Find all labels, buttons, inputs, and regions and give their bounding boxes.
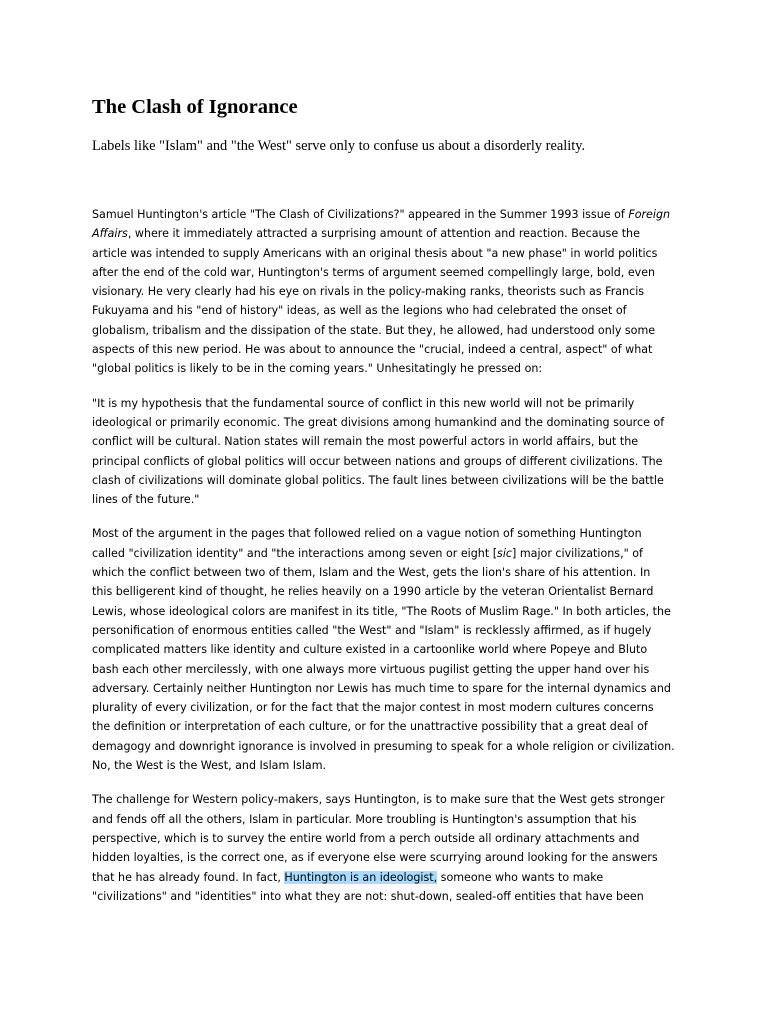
text-line: after the end of the cold war, Huntington's terms of argument seemed compellingly large, bold, even	[92, 265, 656, 279]
text-line: ideological or primarily economic. The great divisions among humankind and the dominating source of	[92, 415, 665, 429]
text-line: lines of the future."	[92, 493, 200, 507]
text-line: Lewis, whose ideological colors are manifest in its title, "The Roots of Muslim Rage." In both articles, the	[92, 604, 671, 618]
text-line: conflict will be cultural. Nation states will remain the most powerful actors in world affairs, but the	[92, 435, 639, 449]
paragraph-3	[92, 524, 692, 775]
paragraph-1	[92, 205, 692, 379]
article-subtitle: Labels like "Islam" and "the West" serve only to confuse us about a disorderly reality.	[92, 138, 586, 154]
text-line: clash of civilizations will dominate global politics. The fault lines between civilizations will be the battle	[92, 473, 664, 487]
text-line: perspective, which is to survey the entire world from a perch outside all ordinary attachments and	[92, 831, 640, 845]
text-line: No, the West is the West, and Islam Islam.	[92, 759, 327, 773]
text-span: Samuel Huntington's article "The Clash of Civilizations?" appeared in the Summer 1993 issue of	[92, 208, 629, 221]
text-line: demagogy and downright ignorance is involved in presuming to speak for a whole religion or civilization.	[92, 739, 675, 753]
text-line: "civilizations" and "identities" into what they are not: shut-down, sealed-off entities that have been	[92, 889, 644, 903]
text-line	[92, 544, 692, 563]
text-line: this belligerent kind of thought, he relies heavily on a 1990 article by the veteran Orientalist Bernard	[92, 585, 654, 599]
text-line: hidden loyalties, is the correct one, as if everyone else were scurrying around looking for the answers	[92, 851, 658, 865]
highlighted-text[interactable]: Huntington is an ideologist,	[284, 870, 438, 884]
paragraph-2-quote	[92, 394, 692, 510]
article-body	[92, 205, 692, 921]
text-line: "It is my hypothesis that the fundamental source of conflict in this new world will not be primarily	[92, 396, 635, 410]
text-line: Fukuyama and his "end of history" ideas, as well as the legions who had celebrated the onset of	[92, 304, 627, 318]
article-title: The Clash of Ignorance	[92, 96, 298, 118]
text-line: principal conflicts of global politics will occur between nations and groups of different civilizations. The	[92, 454, 663, 468]
paragraph-4	[92, 790, 692, 906]
text-span: that he has already found. In fact,	[92, 870, 285, 884]
text-line: which the conflict between two of them, Islam and the West, gets the lion's share of his attention. In	[92, 566, 651, 580]
text-line: complicated matters like identity and culture existed in a cartoonlike world where Popeye and Bluto	[92, 643, 648, 657]
text-line: visionary. He very clearly had his eye on rivals in the policy-making ranks, theorists such as Francis	[92, 285, 645, 299]
text-line: plurality of every civilization, or for the fact that the major contest in most modern cultures concerns	[92, 701, 654, 715]
text-line	[92, 224, 692, 243]
text-span: , where it immediately attracted a surprising amount of attention and reaction. Because the	[127, 227, 640, 241]
text-line: bash each other mercilessly, with one always more virtuous pugilist getting the upper hand over his	[92, 662, 650, 676]
text-line	[92, 205, 692, 224]
text-line: Most of the argument in the pages that followed relied on a vague notion of something Huntington	[92, 527, 642, 541]
text-line: The challenge for Western policy-makers, says Huntington, is to make sure that the West gets stronger	[92, 793, 665, 807]
italic-text: sic	[497, 546, 513, 560]
text-line: personification of enormous entities called "the West" and "Islam" is recklessly affirmed, as if hugely	[92, 623, 652, 637]
text-span: someone who wants to make	[437, 870, 604, 884]
italic-text: Affairs	[92, 227, 128, 241]
text-line	[92, 868, 692, 887]
text-line: article was intended to supply Americans with an original thesis about "a new phase" in world politics	[92, 246, 658, 260]
text-line: adversary. Certainly neither Huntington nor Lewis has much time to spare for the internal dynamics and	[92, 681, 671, 695]
text-span: ] major civilizations," of	[512, 546, 643, 560]
text-line: globalism, tribalism and the dissipation of the state. But they, he allowed, had understood only some	[92, 323, 656, 337]
text-line: the definition or interpretation of each culture, or for the unattractive possibility that a great deal of	[92, 720, 648, 734]
text-line: and fends off all the others, Islam in particular. More troubling is Huntington's assumption that his	[92, 812, 637, 826]
text-line: aspects of this new period. He was about to announce the "crucial, indeed a central, aspect" of what	[92, 343, 653, 357]
text-span: called "civilization identity" and "the interactions among seven or eight [	[92, 546, 498, 560]
text-line: "global politics is likely to be in the coming years." Unhesitatingly he pressed on:	[92, 362, 543, 376]
italic-text: Foreign	[628, 208, 671, 221]
